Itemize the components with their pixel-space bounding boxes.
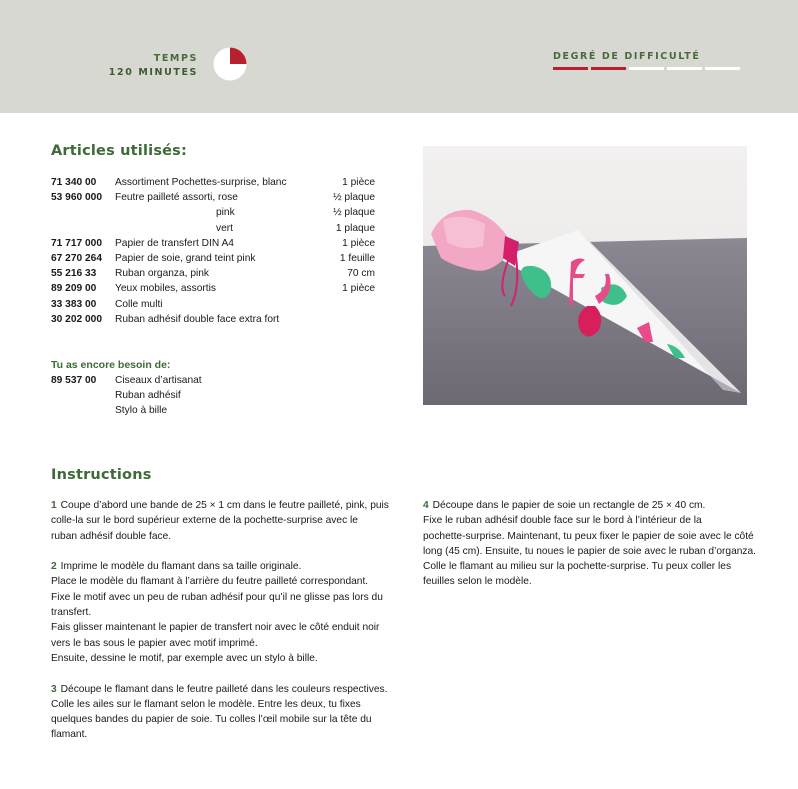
step-line: Coupe d’abord une bande de 25 × 1 cm dans le feutre pailleté, pink, puis — [60, 500, 389, 511]
item-description: Stylo à bille — [115, 405, 168, 417]
articles-title: Articles utilisés: — [51, 143, 188, 159]
step-number: 4 — [423, 500, 429, 511]
difficulty-label: DEGRÉ DE DIFFICULTÉ — [553, 51, 701, 62]
step-line: Découpe dans le papier de soie un rectangle de 25 × 40 cm. — [432, 500, 706, 511]
tool-row — [51, 373, 375, 388]
article-row — [51, 190, 375, 205]
item-description: Papier de transfert DIN A4 — [115, 237, 234, 249]
articles-list — [51, 175, 375, 327]
item-description: Ruban adhésif double face extra fort — [115, 313, 280, 325]
difficulty-segment — [553, 67, 588, 70]
step-line: ruban adhésif double face. — [51, 530, 172, 542]
step-line: Découpe le flamant dans le feutre pailleté dans les couleurs respectives. — [60, 683, 388, 695]
difficulty-segment — [667, 67, 702, 70]
step-line: vers le bas sous le papier avec motif imprimé. — [51, 637, 258, 649]
item-code: 30 202 000 — [51, 313, 102, 325]
item-description: Assortiment Pochettes-surprise, blanc — [115, 177, 287, 188]
difficulty-segment — [705, 67, 740, 70]
step-line: transfert. — [51, 607, 92, 619]
step-line: long (45 cm). Ensuite, tu noues le papier de soie avec le ruban d’organza. — [423, 545, 756, 557]
instructions-title: Instructions — [51, 467, 152, 483]
step-line: flamant. — [51, 729, 88, 741]
item-description: Colle multi — [115, 298, 163, 310]
article-row — [51, 236, 375, 251]
step-line: Fixe le motif avec un peu de ruban adhésif pour qu’il ne glisse pas lors du — [51, 591, 383, 603]
step-line: Place le modèle du flamant à l’arrière du feutre pailleté correspondant. — [51, 576, 369, 588]
item-code: 33 383 00 — [51, 298, 97, 310]
item-quantity: 1 pièce — [342, 283, 375, 295]
time-label: TEMPS — [153, 53, 198, 64]
instructions-column-left — [51, 498, 391, 758]
item-description: Papier de soie, grand teint pink — [115, 252, 256, 264]
article-row — [51, 251, 375, 266]
article-row — [51, 221, 375, 236]
step-number: 1 — [51, 500, 57, 511]
article-row — [51, 205, 375, 220]
item-code: 53 960 000 — [51, 192, 102, 204]
item-quantity: ½ plaque — [333, 192, 375, 204]
instruction-step — [423, 498, 763, 590]
instruction-step — [51, 498, 391, 544]
article-row — [51, 297, 375, 312]
tool-row — [51, 403, 375, 418]
item-description: Ruban adhésif — [115, 390, 181, 402]
item-quantity: 70 cm — [347, 268, 375, 280]
item-code: 55 216 33 — [51, 268, 97, 280]
item-code: 71 340 00 — [51, 177, 97, 188]
item-description: Ciseaux d’artisanat — [115, 375, 202, 386]
difficulty-segment — [591, 67, 626, 70]
tools-list — [51, 373, 375, 419]
step-number: 2 — [51, 561, 57, 573]
article-row — [51, 175, 375, 190]
article-row — [51, 266, 375, 281]
item-code: 71 717 000 — [51, 237, 102, 249]
article-row — [51, 281, 375, 296]
item-description: Yeux mobiles, assortis — [115, 283, 216, 295]
step-line: Imprime le modèle du flamant dans sa taille originale. — [60, 561, 302, 573]
time-value: 120 MINUTES — [108, 67, 198, 78]
step-line: Colle le flamant au milieu sur la pochette-surprise. Tu peux coller les — [423, 561, 732, 573]
item-quantity: 1 feuille — [339, 252, 375, 264]
clock-icon — [213, 47, 247, 81]
step-line: pochette-surprise. Maintenant, tu peux fixer le papier de soie avec le côté — [423, 530, 754, 542]
instruction-step — [51, 559, 391, 666]
header-band — [0, 0, 798, 113]
difficulty-segment — [629, 67, 664, 70]
article-row — [51, 312, 375, 327]
step-line: feuilles selon le modèle. — [423, 576, 532, 588]
step-line: quelques bandes du papier de soie. Tu colles l’œil mobile sur la tête du — [51, 714, 372, 726]
step-line: Ensuite, dessine le motif, par exemple avec un stylo à bille. — [51, 652, 318, 664]
flamingo-cone-photo — [423, 146, 747, 405]
instructions-column-right — [423, 498, 763, 605]
step-line: Fais glisser maintenant le papier de transfert noir avec le côté enduit noir — [51, 622, 380, 634]
step-number: 3 — [51, 683, 57, 695]
item-quantity: 1 pièce — [342, 237, 375, 249]
tool-row — [51, 388, 375, 403]
item-code: 89 209 00 — [51, 283, 97, 295]
item-quantity: 1 pièce — [342, 177, 375, 188]
item-description: vert — [216, 222, 233, 234]
item-description: Ruban organza, pink — [115, 268, 210, 280]
item-code: 89 537 00 — [51, 375, 97, 386]
item-description: pink — [216, 207, 235, 219]
item-description: Feutre pailleté assorti, rose — [115, 192, 238, 204]
item-quantity: 1 plaque — [335, 222, 375, 234]
instruction-step — [51, 682, 391, 743]
time-block — [109, 52, 198, 80]
step-line: colle-la sur le bord supérieur externe de la pochette-surprise avec le — [51, 515, 358, 527]
item-code: 67 270 264 — [51, 252, 102, 264]
step-line: Colle les ailes sur le flamant selon le modèle. Entre les deux, tu fixes — [51, 698, 361, 710]
tools-title: Tu as encore besoin de: — [51, 359, 171, 371]
item-quantity: ½ plaque — [333, 207, 375, 219]
difficulty-meter — [553, 67, 740, 70]
step-line: Fixe le ruban adhésif double face sur le bord à l’intérieur de la — [423, 515, 702, 527]
